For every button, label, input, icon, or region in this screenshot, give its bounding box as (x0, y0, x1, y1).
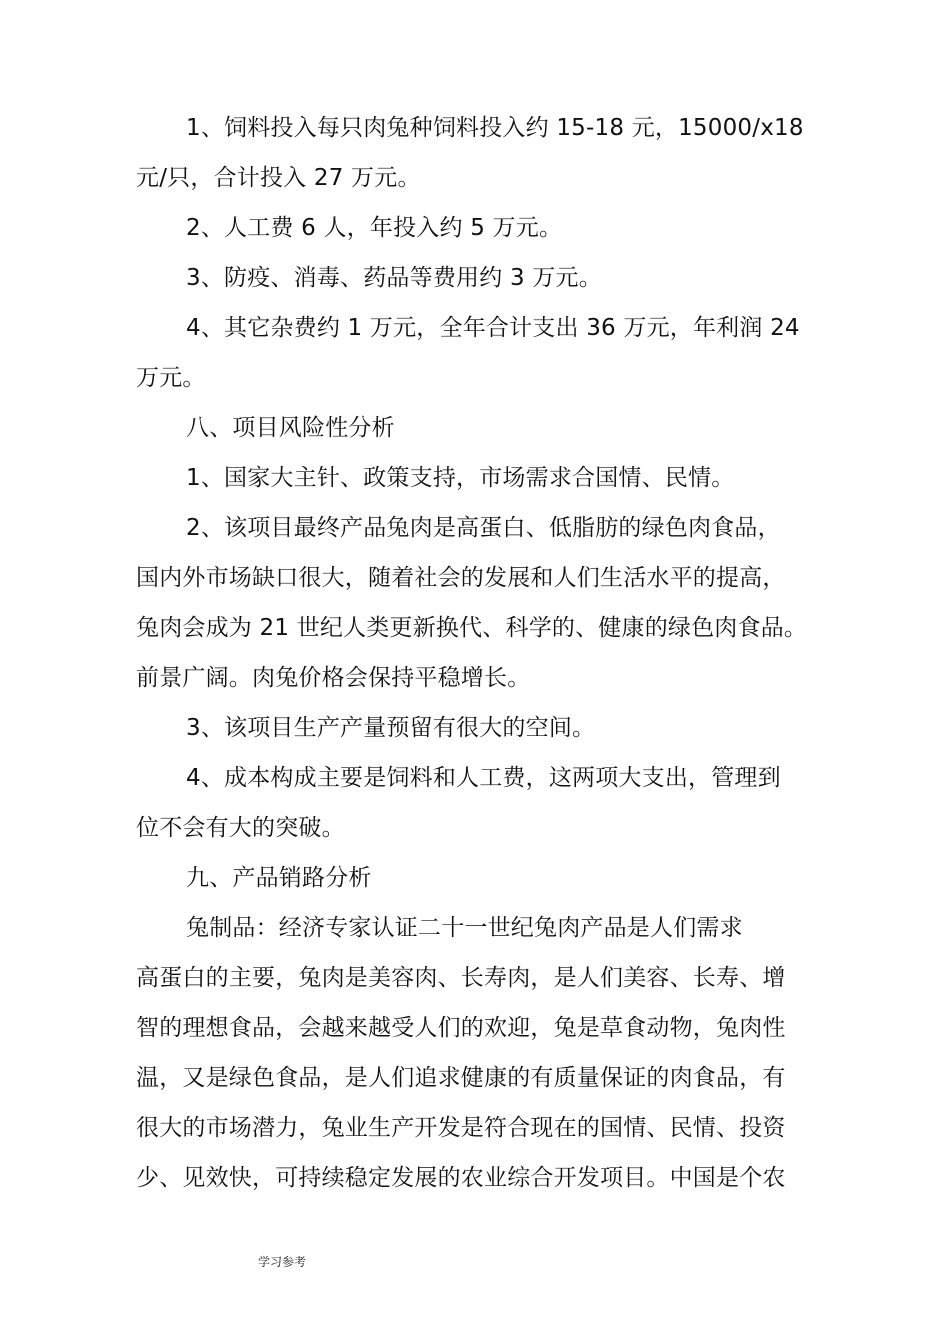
body-line-21: 很大的市场潜力，兔业生产开发是符合现在的国情、民情、投资 (136, 1115, 786, 1141)
body-line-19: 智的理想食品，会越来越受人们的欢迎，兔是草食动物，兔肉性 (136, 1015, 786, 1041)
section-heading-risk: 八、项目风险性分析 (186, 415, 395, 441)
body-line-10: 国内外市场缺口很大，随着社会的发展和人们生活水平的提高， (136, 565, 786, 591)
body-line-6: 万元。 (136, 365, 206, 391)
body-line-1: 1、饲料投入每只肉兔种饲料投入约 15-18 元，15000/x18 (186, 115, 804, 141)
body-line-17: 兔制品：经济专家认证二十一世纪兔肉产品是人们需求 (186, 915, 743, 941)
body-line-15: 位不会有大的突破。 (136, 815, 345, 841)
body-line-11: 兔肉会成为 21 世纪人类更新换代、科学的、健康的绿色肉食品。 (136, 615, 808, 641)
body-line-8: 1、国家大主针、政策支持，市场需求合国情、民情。 (186, 465, 735, 491)
body-line-2: 元/只，合计投入 27 万元。 (136, 165, 421, 191)
page-footer: 学习参考 (258, 1255, 307, 1269)
body-line-20: 温，又是绿色食品，是人们追求健康的有质量保证的肉食品，有 (136, 1065, 786, 1091)
section-heading-sales: 九、产品销路分析 (186, 865, 372, 891)
body-line-13: 3、该项目生产产量预留有很大的空间。 (186, 715, 596, 741)
body-line-3: 2、人工费 6 人，年投入约 5 万元。 (186, 215, 563, 241)
body-line-14: 4、成本构成主要是饲料和人工费，这两项大支出，管理到 (186, 765, 781, 791)
body-line-18: 高蛋白的主要，兔肉是美容肉、长寿肉，是人们美容、长寿、增 (136, 965, 786, 991)
body-line-12: 前景广阔。肉兔价格会保持平稳增长。 (136, 665, 531, 691)
body-line-4: 3、防疫、消毒、药品等费用约 3 万元。 (186, 265, 602, 291)
body-line-5: 4、其它杂费约 1 万元，全年合计支出 36 万元，年利润 24 (186, 315, 800, 341)
body-line-9: 2、该项目最终产品兔肉是高蛋白、低脂肪的绿色肉食品， (186, 515, 781, 541)
body-line-22: 少、见效快，可持续稳定发展的农业综合开发项目。中国是个农 (136, 1165, 786, 1191)
